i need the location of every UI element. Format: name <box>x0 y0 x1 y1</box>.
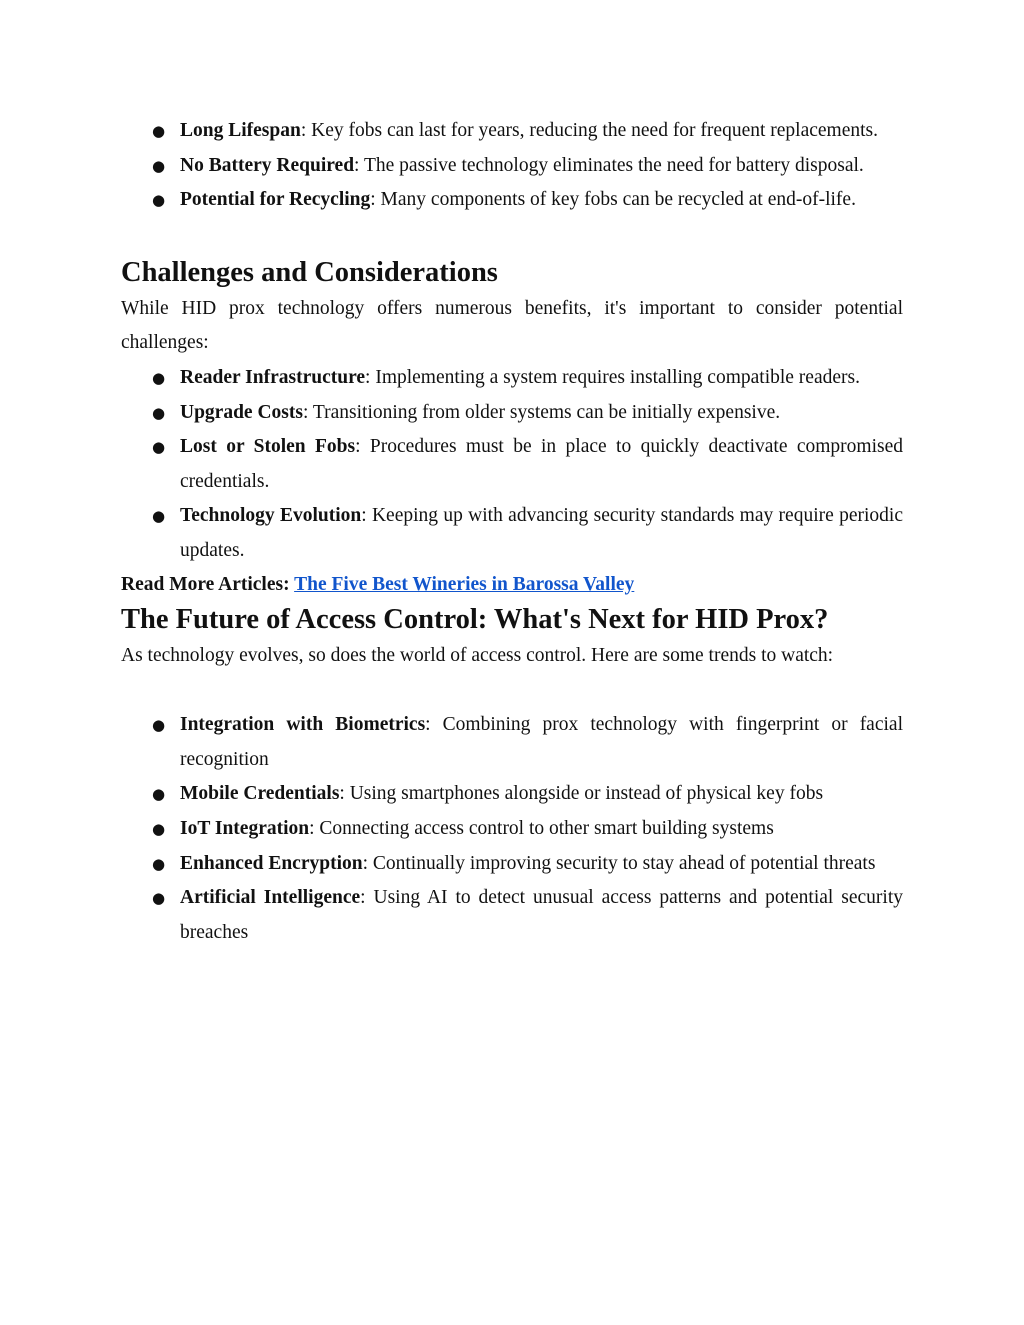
read-more-label: Read More Articles: <box>121 573 290 595</box>
item-term: IoT Integration <box>180 817 310 839</box>
list-item <box>121 396 903 431</box>
item-text: : Continually improving security to stay ahead of potential threats <box>362 852 876 874</box>
section-intro-future: As technology evolves, so does the world of access control. Here are some trends to watch: <box>121 644 834 666</box>
item-term: Integration with Biometrics <box>180 714 426 736</box>
item-text: : Using smartphones alongside or instead of physical key fobs <box>339 783 824 805</box>
item-term: Reader Infrastructure <box>180 366 366 388</box>
item-text: : Transitioning from older systems can be initially expensive. <box>302 401 781 423</box>
spacer <box>121 673 903 708</box>
item-text: : Key fobs can last for years, reducing the need for frequent replacements. <box>300 120 879 141</box>
bullet-icon: ● <box>152 889 166 908</box>
challenges-list <box>121 361 903 569</box>
bullet-icon: ● <box>152 122 166 140</box>
bullet-icon: ● <box>152 785 166 804</box>
section-heading-challenges: Challenges and Considerations <box>121 256 498 288</box>
item-text: : Keeping up with advancing security standards may require periodic updates. <box>180 505 903 561</box>
bullet-icon: ● <box>152 156 166 175</box>
item-term: Upgrade Costs <box>180 401 303 423</box>
list-item <box>121 708 903 777</box>
item-text: : Connecting access control to other smart building systems <box>309 817 774 839</box>
item-term: Enhanced Encryption <box>180 852 363 874</box>
item-term: No Battery Required <box>180 154 355 176</box>
list-item <box>121 777 903 812</box>
item-term: Mobile Credentials <box>180 783 340 805</box>
bullet-icon: ● <box>152 438 166 457</box>
item-text: : Many components of key fobs can be recycled at end-of-life. <box>370 189 856 211</box>
benefits-list <box>121 114 903 218</box>
bullet-icon: ● <box>152 716 166 735</box>
document-page <box>121 114 903 950</box>
read-more-link[interactable]: The Five Best Wineries in Barossa Valley <box>294 573 635 595</box>
list-item <box>121 812 903 847</box>
item-text: : Procedures must be in place to quickly deactivate compromised credentials. <box>180 436 904 492</box>
list-item <box>121 847 903 882</box>
trends-list <box>121 708 903 950</box>
list-item <box>121 881 903 950</box>
item-text: : Implementing a system requires installing compatible readers. <box>365 366 860 388</box>
item-text: : Using AI to detect unusual access patterns and potential security breaches <box>180 887 903 943</box>
bullet-icon: ● <box>152 854 166 873</box>
bullet-icon: ● <box>152 819 166 838</box>
list-item <box>121 430 903 499</box>
item-text: : Combining prox technology with fingerprint or facial recognition <box>180 714 903 770</box>
section-heading-future: The Future of Access Control: What's Next for HID Prox? <box>121 603 829 635</box>
item-text: : The passive technology eliminates the need for battery disposal. <box>354 154 864 176</box>
list-item <box>121 183 903 218</box>
list-item <box>121 361 903 396</box>
item-term: Artificial Intelligence <box>180 887 361 909</box>
section-intro-challenges: While HID prox technology offers numerous benefits, it's important to consider potential challenges: <box>121 297 903 354</box>
item-term: Lost or Stolen Fobs <box>180 436 356 458</box>
read-more-line <box>121 569 903 601</box>
list-item <box>121 114 903 149</box>
bullet-icon: ● <box>152 191 166 210</box>
list-item <box>121 149 903 184</box>
item-term: Long Lifespan <box>180 120 301 141</box>
item-term: Technology Evolution <box>180 505 362 527</box>
spacer <box>121 218 903 254</box>
bullet-icon: ● <box>152 403 166 422</box>
bullet-icon: ● <box>152 507 166 526</box>
list-item <box>121 499 903 568</box>
item-term: Potential for Recycling <box>180 189 371 211</box>
bullet-icon: ● <box>152 368 166 387</box>
